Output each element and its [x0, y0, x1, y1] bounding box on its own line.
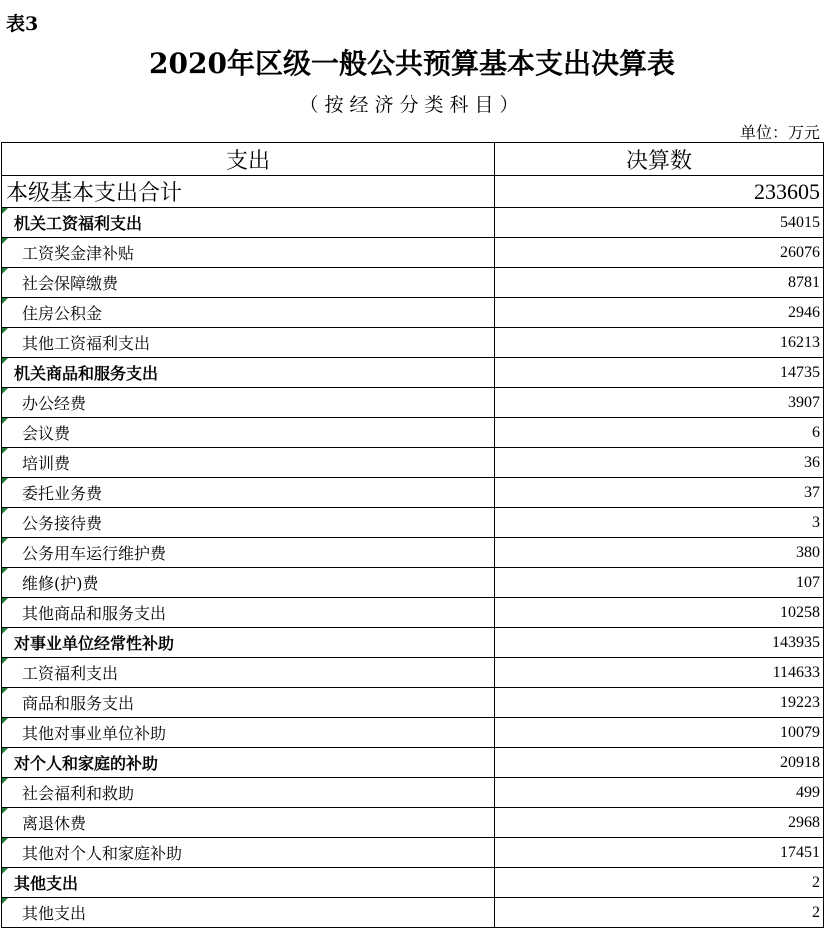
row-value: 14735	[495, 358, 824, 388]
row-label	[2, 508, 495, 538]
row-value: 17451	[495, 838, 824, 868]
category-row	[2, 748, 824, 778]
cell-marker-icon	[2, 598, 8, 604]
row-value: 499	[495, 778, 824, 808]
row-value: 2	[495, 868, 824, 898]
row-label	[2, 298, 495, 328]
row-value: 10258	[495, 598, 824, 628]
row-value: 107	[495, 568, 824, 598]
total-value: 233605	[495, 176, 824, 208]
cell-marker-icon	[2, 538, 8, 544]
row-label	[2, 448, 495, 478]
row-label	[2, 418, 495, 448]
row-label-text: 社会福利和救助	[22, 784, 135, 803]
row-label-text: 维修(护)费	[22, 574, 99, 593]
row-label	[2, 898, 495, 928]
row-label	[2, 208, 495, 238]
row-label	[2, 628, 495, 658]
table-row	[2, 658, 824, 688]
row-value: 8781	[495, 268, 824, 298]
row-value: 20918	[495, 748, 824, 778]
row-value: 6	[495, 418, 824, 448]
cell-marker-icon	[2, 268, 8, 274]
row-label-text: 委托业务费	[22, 484, 103, 503]
table-header-row	[2, 143, 824, 176]
cell-marker-icon	[2, 808, 8, 814]
category-row	[2, 628, 824, 658]
row-label	[2, 838, 495, 868]
row-label	[2, 538, 495, 568]
table-row	[2, 808, 824, 838]
row-value: 10079	[495, 718, 824, 748]
row-label	[2, 808, 495, 838]
row-label-text: 机关商品和服务支出	[14, 364, 159, 383]
table-row	[2, 238, 824, 268]
row-label	[2, 748, 495, 778]
row-label	[2, 598, 495, 628]
table-row	[2, 508, 824, 538]
table-row	[2, 388, 824, 418]
row-label-text: 其他工资福利支出	[22, 334, 151, 353]
row-label-text: 其他对个人和家庭补助	[22, 844, 183, 863]
header-item: 支出	[2, 143, 495, 176]
row-label	[2, 268, 495, 298]
row-label	[2, 688, 495, 718]
cell-marker-icon	[2, 778, 8, 784]
cell-marker-icon	[2, 388, 8, 394]
unit-label: 单位：万元	[739, 123, 820, 142]
row-label-text: 办公经费	[22, 394, 87, 413]
row-value: 2946	[495, 298, 824, 328]
row-value: 16213	[495, 328, 824, 358]
table-row	[2, 718, 824, 748]
row-label-text: 机关工资福利支出	[14, 214, 143, 233]
table-label: 表3	[6, 13, 39, 35]
row-value: 36	[495, 448, 824, 478]
cell-marker-icon	[2, 748, 8, 754]
table-row	[2, 898, 824, 928]
row-label	[2, 328, 495, 358]
row-value: 19223	[495, 688, 824, 718]
cell-marker-icon	[2, 508, 8, 514]
table-row	[2, 478, 824, 508]
row-value: 2968	[495, 808, 824, 838]
row-value: 37	[495, 478, 824, 508]
cell-marker-icon	[2, 238, 8, 244]
cell-marker-icon	[2, 358, 8, 364]
expenditure-table	[1, 142, 824, 928]
row-label-text: 其他支出	[14, 874, 79, 893]
total-label: 本级基本支出合计	[2, 176, 495, 208]
category-row	[2, 868, 824, 898]
cell-marker-icon	[2, 418, 8, 424]
cell-marker-icon	[2, 448, 8, 454]
row-value: 3	[495, 508, 824, 538]
cell-marker-icon	[2, 868, 8, 874]
category-row	[2, 208, 824, 238]
cell-marker-icon	[2, 838, 8, 844]
page-subtitle: （按经济分类科目）	[299, 94, 525, 116]
row-label-text: 其他支出	[22, 904, 87, 923]
cell-marker-icon	[2, 658, 8, 664]
row-label	[2, 358, 495, 388]
row-label-text: 工资奖金津补贴	[22, 244, 135, 263]
table-row	[2, 688, 824, 718]
row-label	[2, 778, 495, 808]
cell-marker-icon	[2, 478, 8, 484]
cell-marker-icon	[2, 718, 8, 724]
table-row	[2, 778, 824, 808]
row-value: 26076	[495, 238, 824, 268]
row-label-text: 对个人和家庭的补助	[14, 754, 159, 773]
cell-marker-icon	[2, 298, 8, 304]
row-label-text: 公务用车运行维护费	[22, 544, 167, 563]
table-row	[2, 598, 824, 628]
row-label	[2, 658, 495, 688]
row-value: 143935	[495, 628, 824, 658]
table-row	[2, 838, 824, 868]
row-value: 3907	[495, 388, 824, 418]
row-value: 380	[495, 538, 824, 568]
table-row	[2, 298, 824, 328]
row-label-text: 住房公积金	[22, 304, 103, 323]
row-label	[2, 238, 495, 268]
table-row	[2, 268, 824, 298]
row-label	[2, 718, 495, 748]
row-label-text: 公务接待费	[22, 514, 103, 533]
row-label-text: 离退休费	[22, 814, 87, 833]
row-value: 2	[495, 898, 824, 928]
table-row	[2, 568, 824, 598]
table-row	[2, 448, 824, 478]
cell-marker-icon	[2, 328, 8, 334]
cell-marker-icon	[2, 628, 8, 634]
row-label-text: 培训费	[22, 454, 71, 473]
cell-marker-icon	[2, 208, 8, 214]
row-label-text: 社会保障缴费	[22, 274, 119, 293]
cell-marker-icon	[2, 898, 8, 904]
row-label-text: 会议费	[22, 424, 71, 443]
row-label	[2, 868, 495, 898]
table-row	[2, 538, 824, 568]
row-value: 114633	[495, 658, 824, 688]
cell-marker-icon	[2, 688, 8, 694]
category-row	[2, 358, 824, 388]
row-label-text: 其他商品和服务支出	[22, 604, 167, 623]
header-amount: 决算数	[495, 143, 824, 176]
table-row	[2, 328, 824, 358]
row-label-text: 其他对事业单位补助	[22, 724, 167, 743]
row-label	[2, 478, 495, 508]
total-row	[2, 176, 824, 208]
page-title: 2020年区级一般公共预算基本支出决算表	[149, 47, 675, 80]
row-label	[2, 388, 495, 418]
row-label-text: 工资福利支出	[22, 664, 119, 683]
row-label	[2, 568, 495, 598]
cell-marker-icon	[2, 568, 8, 574]
row-value: 54015	[495, 208, 824, 238]
row-label-text: 对事业单位经常性补助	[14, 634, 175, 653]
table-row	[2, 418, 824, 448]
row-label-text: 商品和服务支出	[22, 694, 135, 713]
